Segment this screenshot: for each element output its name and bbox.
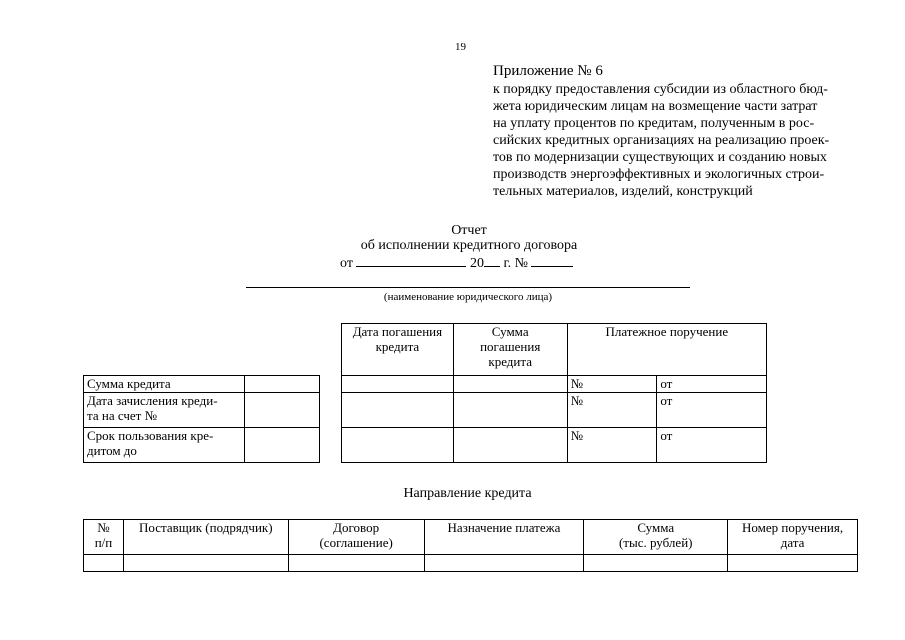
repayment-date-cell[interactable] [342,376,454,393]
appendix-block [493,63,829,200]
date-blank[interactable] [356,254,466,267]
appendix-line: тельных материалов, изделий, конструкций [493,184,753,199]
order-number-cell[interactable]: № [567,376,657,393]
entity-name-line[interactable] [246,287,690,288]
repayment-amount-cell[interactable] [453,428,567,463]
credit-row-label: Дата зачисления креди- та на счет № [84,393,245,428]
order-date-cell[interactable]: от [657,393,767,428]
contract-cell[interactable] [288,555,424,572]
appendix-line: тов по модернизации существующих и созданию новых [493,150,827,165]
year-suffix: г. № [503,256,528,271]
appendix-line: на уплату процентов по кредитам, полученным в рос- [493,116,815,131]
payment-purpose-cell[interactable] [424,555,584,572]
entity-caption: (наименование юридического лица) [383,291,553,303]
report-title: Отчет [451,223,487,238]
payment-table [341,323,767,463]
number-blank[interactable] [531,254,573,267]
header-sum: Сумма (тыс. рублей) [584,520,728,555]
credit-table [83,375,320,463]
appendix-line: к порядку предоставления субсидии из областного бюд- [493,82,828,97]
row-number-cell[interactable] [84,555,124,572]
report-subtitle: об исполнении кредитного договора [360,238,578,253]
supplier-cell[interactable] [123,555,288,572]
header-row-number: № п/п [84,520,124,555]
credit-row-label: Срок пользования кре- дитом до [84,428,245,463]
page-number: 19 [455,41,466,53]
year-prefix: 20 [469,256,484,271]
header-payment-purpose: Назначение платежа [424,520,584,555]
credit-date-cell[interactable] [245,393,320,428]
credit-amount-cell[interactable] [245,376,320,393]
order-date-cell[interactable]: от [657,428,767,463]
appendix-title: Приложение № 6 [493,63,603,79]
appendix-line: производств энергоэффективных и экологичных строи- [493,167,825,182]
sum-cell[interactable] [584,555,728,572]
header-supplier: Поставщик (подрядчик) [123,520,288,555]
direction-title: Направление кредита [403,486,532,501]
repayment-date-cell[interactable] [342,428,454,463]
repayment-date-cell[interactable] [342,393,454,428]
header-repayment-date: Дата погашения кредита [342,324,454,376]
from-label: от [340,256,353,271]
order-number-cell[interactable]: № [567,428,657,463]
order-number-cell[interactable]: № [567,393,657,428]
order-number-date-cell[interactable] [728,555,858,572]
direction-table [83,519,858,572]
credit-term-cell[interactable] [245,428,320,463]
credit-row-label: Сумма кредита [84,376,245,393]
repayment-amount-cell[interactable] [453,376,567,393]
repayment-amount-cell[interactable] [453,393,567,428]
header-order-number-date: Номер поручения, дата [728,520,858,555]
header-contract: Договор (соглашение) [288,520,424,555]
header-payment-order: Платежное поручение [567,324,766,376]
order-date-cell[interactable]: от [657,376,767,393]
appendix-line: жета юридическим лицам на возмещение части затрат [493,99,818,114]
appendix-line: сийских кредитных организациях на реализацию проек- [493,133,830,148]
report-date-line [340,254,573,272]
header-repayment-amount: Сумма погашения кредита [453,324,567,376]
year-blank[interactable] [484,254,500,267]
